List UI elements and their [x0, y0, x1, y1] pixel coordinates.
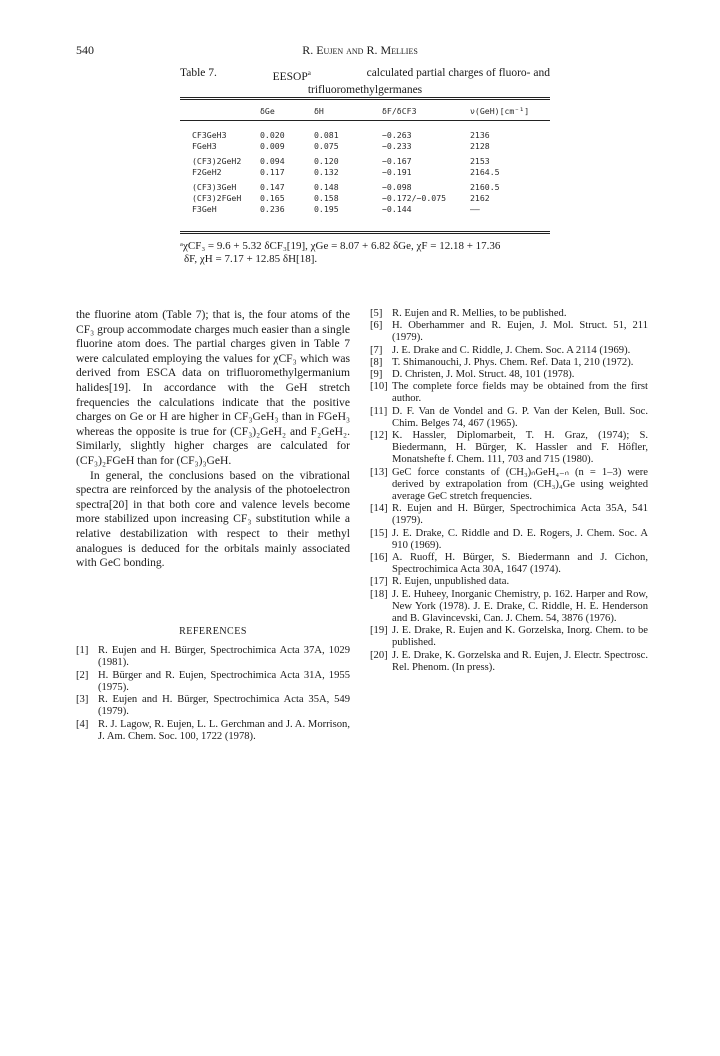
table-value-cell: 2162	[470, 193, 490, 203]
reference-text: R. Eujen and H. Bürger, Spectrochimica Acta 37A, 1029 (1981).	[98, 645, 350, 669]
reference-number: [6]	[370, 320, 383, 332]
reference-number: [7]	[370, 344, 383, 356]
reference-number: [15]	[370, 527, 388, 539]
table-compound-cell: F2GeH2	[192, 167, 222, 177]
table-header-cell: δF/δCF3	[382, 106, 417, 116]
body-text-column	[76, 308, 350, 571]
table-footnote	[180, 240, 560, 266]
table-row	[180, 182, 550, 193]
reference-item	[370, 320, 648, 344]
table-caption	[180, 67, 550, 97]
body-paragraph: In general, the conclusions based on the vibrational spectra are reinforced by the analysis of the photoelectron spectra[20] in that both core and valence levels become more stabilized upon increasing CF₃ substitution while a relative destabilization with respect to their methyl analogues is deduced for the orbitals mainly associated with GeC bonding.	[76, 468, 350, 570]
reference-number: [11]	[370, 405, 388, 417]
reference-item	[370, 552, 648, 576]
reference-number: [12]	[370, 430, 388, 442]
reference-text: D. Christen, J. Mol. Struct. 48, 101 (1978).	[392, 369, 575, 381]
table-value-cell: 0.009	[260, 141, 285, 151]
table-compound-cell: F3GeH	[192, 204, 217, 214]
table-header-cell: δH	[314, 106, 324, 116]
body-paragraph: the fluorine atom (Table 7); that is, the four atoms of the CF₃ group accommodate charges much easier than a single fluorine atom does. The partial charges given in Table 7 were calculated employing the values for χCF₃ which was derived from ESCA data on trifluoromethylgermanium halides[19]. In accordance with the GeH stretch frequencies the calculations indicate that the positive charges on Ge or H are higher in CF₃GeH₃ than in FGeH₃ whereas the opposite is true for (CF₃)₂GeH₂ and F₂GeH₂. Similarly, slightly higher charges are calculated for (CF₃)₂FGeH than for (CF₃)₃GeH.	[76, 308, 350, 467]
table-value-cell: 0.120	[314, 156, 339, 166]
table-header-row	[180, 106, 550, 120]
table-compound-cell: CF3GeH3	[192, 130, 227, 140]
table-value-cell: 0.081	[314, 130, 339, 140]
table-value-cell: 0.075	[314, 141, 339, 151]
table-value-cell: 0.147	[260, 182, 285, 192]
table-compound-cell: (CF3)2FGeH	[192, 193, 242, 203]
table-row	[180, 156, 550, 167]
table-row	[180, 167, 550, 178]
reference-item	[76, 719, 350, 744]
table-value-cell: ––	[470, 204, 480, 214]
reference-item	[370, 576, 648, 588]
table-footnote-line1: ᵃχCF₃ = 9.6 + 5.32 δCF₃[19], χGe = 8.07 + 6.82 δGe, χF = 12.18 + 17.36	[180, 240, 501, 252]
reference-text: A. Ruoff, H. Bürger, S. Biedermann and J. Cichon, Spectrochimica Acta 30A, 1647 (1974).	[392, 552, 648, 576]
table-value-cell: 2153	[470, 156, 490, 166]
table-compound-cell: (CF3)2GeH2	[192, 156, 242, 166]
reference-item	[370, 625, 648, 649]
reference-item	[370, 369, 648, 381]
reference-item	[370, 650, 648, 674]
table-header-cell: ν(GeH)[cm⁻¹]	[470, 106, 530, 116]
reference-item	[370, 308, 648, 320]
reference-number: [17]	[370, 576, 388, 588]
reference-number: [14]	[370, 503, 388, 515]
reference-item	[76, 670, 350, 695]
reference-text: R. Eujen, unpublished data.	[392, 576, 510, 588]
reference-item	[76, 645, 350, 670]
table-rule-bottom	[180, 231, 550, 232]
reference-text: R. Eujen and H. Bürger, Spectrochimica Acta 35A, 541 (1979).	[392, 503, 648, 527]
table-value-cell: −0.263	[382, 130, 412, 140]
reference-text: R. Eujen and H. Bürger, Spectrochimica Acta 35A, 549 (1979).	[98, 694, 350, 718]
reference-item	[370, 345, 648, 357]
table-footnote-mark: a	[307, 69, 311, 77]
running-head: R. Eujen and R. Mellies	[302, 43, 418, 57]
references-list-left	[76, 645, 350, 743]
table-compound-cell: FGeH3	[192, 141, 217, 151]
table-caption-rest: calculated partial charges of fluoro- and	[366, 67, 550, 79]
reference-item	[370, 528, 648, 552]
table-caption-line1	[180, 67, 550, 84]
table-value-cell: 2164.5	[470, 167, 500, 177]
table-value-cell: 0.117	[260, 167, 285, 177]
reference-text: J. E. Huheey, Inorganic Chemistry, p. 162. Harper and Row, New York (1978). J. E. Drake, C. Riddle, H. E. Henderson and B. Glavincevski, Can. J. Chem. 54, 3876 (1976).	[392, 588, 648, 625]
table-value-cell: 2128	[470, 141, 490, 151]
table-value-cell: −0.144	[382, 204, 412, 214]
reference-number: [19]	[370, 625, 388, 637]
reference-text: J. E. Drake, R. Eujen and K. Gorzelska, Inorg. Chem. to be published.	[392, 625, 648, 649]
page-number: 540	[76, 43, 94, 57]
reference-number: [16]	[370, 552, 388, 564]
table-row	[180, 130, 550, 141]
reference-number: [8]	[370, 356, 383, 368]
table-value-cell: −0.191	[382, 167, 412, 177]
reference-text: K. Hassler, Diplomarbeit, T. H. Graz, (1974); S. Biedermann, H. Bürger, K. Hassler and F. Höfler, Monatshefte f. Chem. 111, 703 and 715 (1980).	[392, 430, 648, 466]
table-value-cell: −0.098	[382, 182, 412, 192]
reference-item	[76, 694, 350, 719]
table-value-cell: 0.165	[260, 193, 285, 203]
references-list-right	[370, 308, 648, 674]
table-value-cell: 0.236	[260, 204, 285, 214]
table-value-cell: −0.233	[382, 141, 412, 151]
reference-item	[370, 503, 648, 527]
table-value-cell: 0.148	[314, 182, 339, 192]
table-rule-header	[180, 120, 550, 121]
table-label: Table 7.	[180, 67, 217, 79]
table-value-cell: 0.132	[314, 167, 339, 177]
reference-text: J. E. Drake, C. Riddle and D. E. Rogers, J. Chem. Soc. A 910 (1969).	[392, 527, 648, 551]
reference-item	[370, 406, 648, 430]
table-value-cell: 2136	[470, 130, 490, 140]
table-rule-top-second	[180, 99, 550, 100]
table-value-cell: 0.020	[260, 130, 285, 140]
reference-number: [2]	[76, 669, 89, 681]
table-row	[180, 204, 550, 215]
table-header-cell: δGe	[260, 106, 275, 116]
reference-item	[370, 381, 648, 405]
reference-text: The complete force fields may be obtained from the first author.	[392, 381, 648, 405]
reference-text: R. Eujen and R. Mellies, to be published.	[392, 308, 567, 319]
reference-item	[370, 589, 648, 626]
reference-text: GeC force constants of (CH₃)ₙGeH₄₋ₙ (n = 1–3) were derived by extrapolation from (CH₃)₄Ge using weighted average GeC stretch frequencies.	[392, 466, 648, 503]
table-value-cell: 2160.5	[470, 182, 500, 192]
table-footnote-line2: δF, χH = 7.17 + 12.85 δH[18].	[184, 253, 318, 265]
reference-text: J. E. Drake, K. Gorzelska and R. Eujen, J. Electr. Spectrosc. Rel. Phenom. (In press).	[392, 649, 648, 673]
reference-item	[370, 430, 648, 467]
table-row	[180, 193, 550, 204]
reference-text: H. Oberhammer and R. Eujen, J. Mol. Struct. 51, 211 (1979).	[392, 320, 648, 344]
reference-number: [5]	[370, 308, 383, 319]
table-row	[180, 141, 550, 152]
reference-number: [3]	[76, 694, 89, 706]
table-compound-cell: (CF3)3GeH	[192, 182, 237, 192]
reference-number: [10]	[370, 381, 388, 393]
table-rule-top	[180, 97, 550, 98]
references-heading: REFERENCES	[179, 626, 247, 637]
reference-text: J. E. Drake and C. Riddle, J. Chem. Soc. A 2114 (1969).	[392, 344, 631, 356]
reference-text: D. F. Van de Vondel and G. P. Van der Kelen, Bull. Soc. Chim. Belges 74, 467 (1965).	[392, 405, 648, 429]
reference-item	[370, 357, 648, 369]
reference-number: [9]	[370, 369, 383, 381]
table-method-name: EESOP	[272, 70, 308, 83]
reference-text: H. Bürger and R. Eujen, Spectrochimica Acta 31A, 1955 (1975).	[98, 669, 350, 693]
reference-number: [1]	[76, 645, 89, 656]
reference-item	[370, 467, 648, 504]
table-value-cell: 0.195	[314, 204, 339, 214]
reference-number: [18]	[370, 588, 388, 600]
table-value-cell: 0.094	[260, 156, 285, 166]
table-value-cell: 0.158	[314, 193, 339, 203]
reference-number: [13]	[370, 466, 388, 478]
table-value-cell: −0.167	[382, 156, 412, 166]
reference-number: [20]	[370, 649, 388, 661]
table-method	[273, 67, 311, 84]
reference-text: T. Shimanouchi, J. Phys. Chem. Ref. Data 1, 210 (1972).	[392, 356, 634, 368]
reference-text: R. J. Lagow, R. Eujen, L. L. Gerchman and J. A. Morrison, J. Am. Chem. Soc. 100, 1722 (1978).	[98, 718, 350, 743]
reference-number: [4]	[76, 718, 89, 730]
table-value-cell: −0.172/−0.075	[382, 193, 447, 203]
table-rule-bottom-second	[180, 233, 550, 234]
table-caption-line2: trifluoromethylgermanes	[307, 83, 423, 96]
